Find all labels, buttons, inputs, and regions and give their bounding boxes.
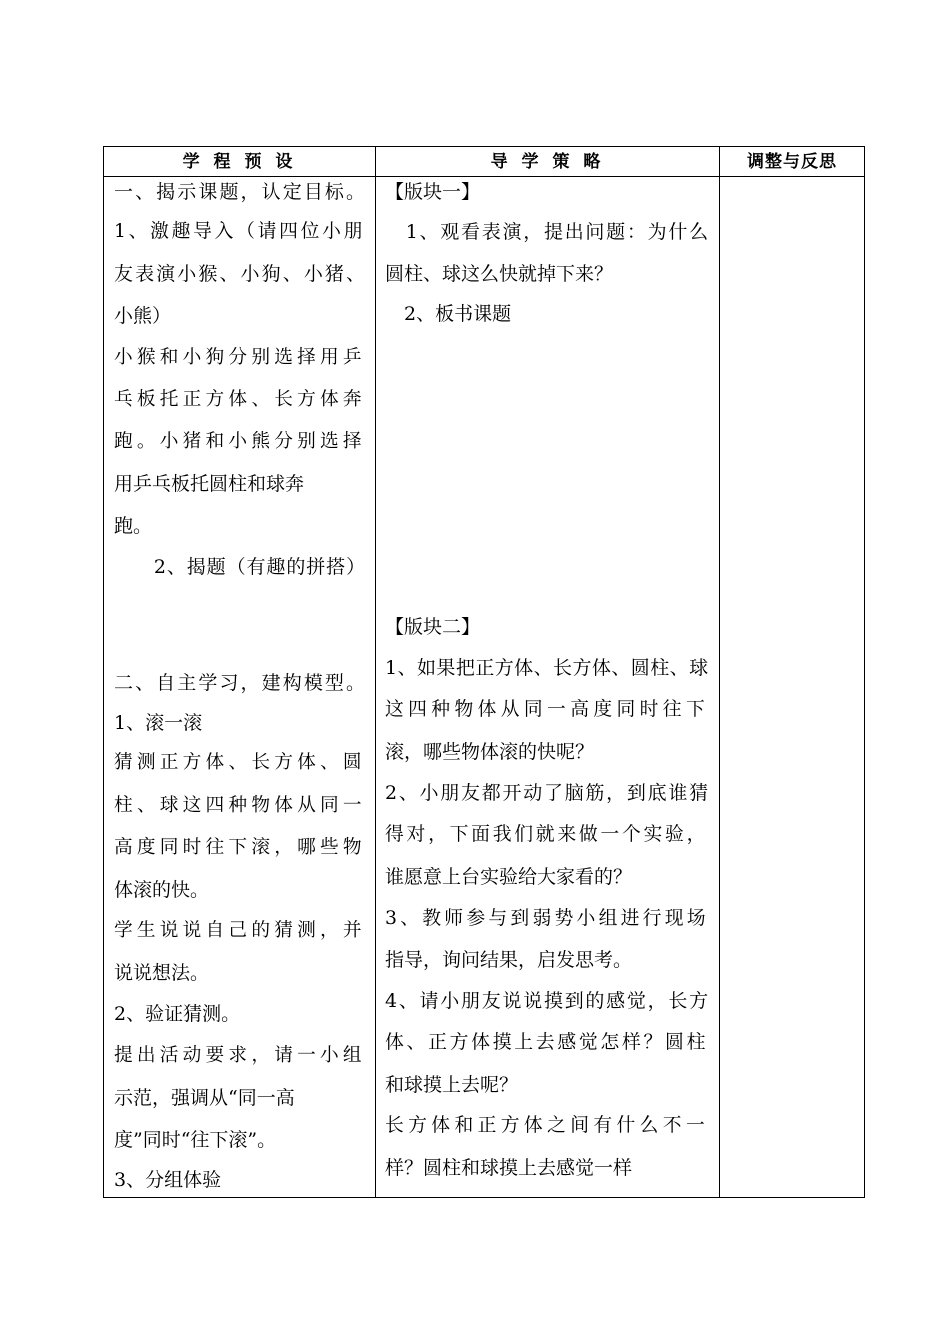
lesson-plan-table [103,146,865,1198]
col1-line: 示范，强调从“同一高 [114,1087,295,1109]
col2-line: 4、请小朋友说说摸到的感觉，长方 [385,990,710,1012]
col1-line: 1、激趣导入（请四位小朋 [114,221,366,242]
col2-line: 长方体和正方体之间有什么不一 [385,1115,710,1136]
col1-line: 跑。小猪和小熊分别选择 [114,431,366,452]
col2-line: 和球摸上去呢？ [385,1074,519,1096]
col1-line: 小熊） [114,305,172,327]
table-body-row [104,177,865,1198]
col2-line: 得对，下面我们就来做一个实验， [385,824,709,845]
col1-line: 说说想法。 [114,962,210,984]
col1-line: 度”同时“往下滚”。 [114,1129,277,1151]
col1-line: 1、滚一滚 [114,712,203,734]
header-guidance-strategy: 导 学 策 略 [376,147,720,177]
col1-line: 小猴和小狗分别选择用乒 [114,347,366,368]
col1-line: 2、验证猜测。 [114,1003,241,1025]
col2-line: 指导，询问结果，启发思考。 [385,949,633,971]
col2-line: 【版块一】 [385,181,481,203]
col1-line: 乓板托正方体、长方体奔 [114,389,366,410]
col1-line: 跑。 [114,515,153,537]
col2-line: 2、板书课题 [385,303,512,325]
col1-line: 学生说说自己的猜测，并 [114,920,366,941]
col1-line: 高度同时往下滚，哪些物 [114,837,366,858]
guidance-strategy-cell [376,177,720,1198]
col2-line: 2、小朋友都开动了脑筋，到底谁猜 [385,782,710,804]
col2-line: 这四种物体从同一高度同时往下 [385,699,710,720]
col1-line: 体滚的快。 [114,879,210,901]
col1-line: 友表演小猴、小狗、小猪、 [114,263,368,285]
col2-line: 【版块二】 [385,616,481,638]
table-header-row [104,147,865,177]
col2-line: 圆柱、球这么快就掉下来？ [385,263,614,285]
col1-line: 二、自主学习，建构模型。 [114,672,368,694]
col2-line: 谁愿意上台实验给大家看的？ [385,866,633,888]
col2-line: 1、观看表演，提出问题：为什么 [385,221,710,243]
col1-line: 一、揭示课题，认定目标。 [114,181,368,203]
col2-line: 体、正方体摸上去感觉怎样？圆柱 [385,1032,709,1053]
adjustment-reflection-cell [720,177,865,1198]
col1-line: 3、分组体验 [114,1169,222,1191]
col2-line: 1、如果把正方体、长方体、圆柱、球 [385,657,709,679]
learning-preset-cell [104,177,376,1198]
col2-line: 滚，哪些物体滚的快呢？ [385,741,595,763]
header-learning-preset: 学 程 预 设 [104,147,376,177]
col2-line: 样？圆柱和球摸上去感觉一样 [385,1157,633,1179]
col1-line: 猜测正方体、长方体、圆 [114,752,366,773]
header-adjustment-reflection: 调整与反思 [720,147,865,177]
col1-line: 用乒乓板托圆柱和球奔 [114,473,305,495]
col1-line: 提出活动要求，请一小组 [114,1045,366,1066]
col1-line: 2、揭题（有趣的拼搭） [114,556,367,578]
col2-line: 3、教师参与到弱势小组进行现场 [385,908,709,929]
col1-line: 柱、球这四种物体从同一 [114,795,366,816]
